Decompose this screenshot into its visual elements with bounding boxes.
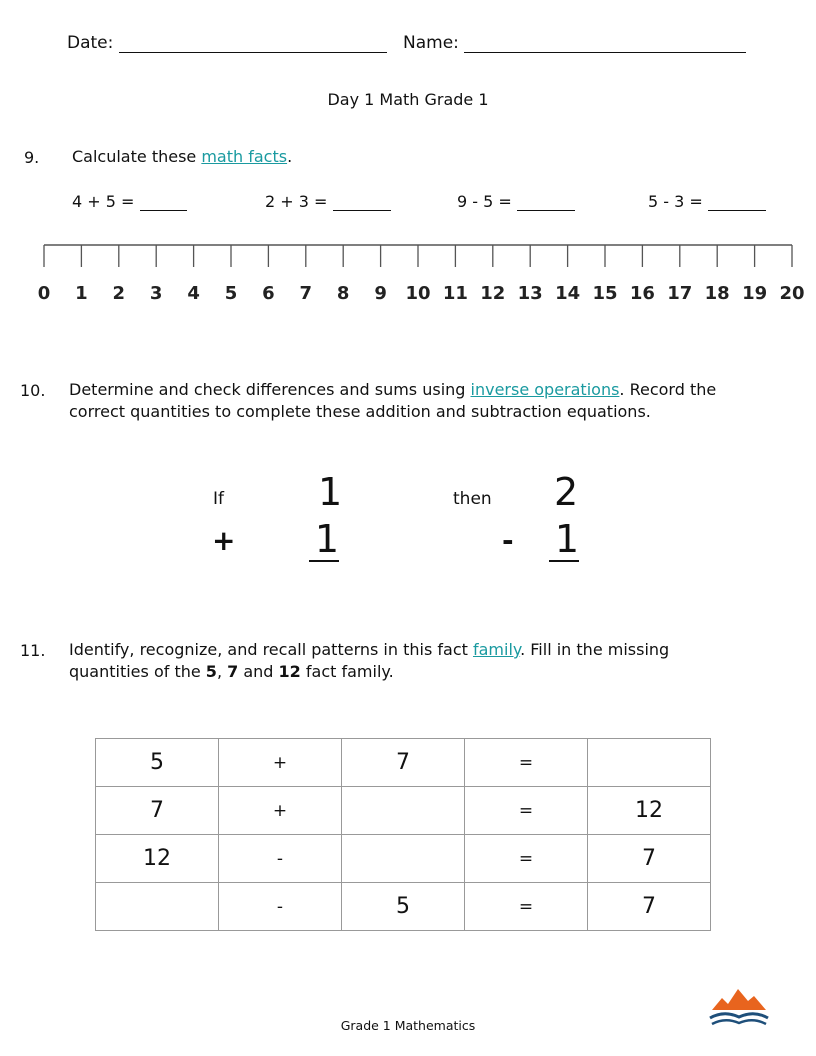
- bold-number-5: 5: [205, 662, 217, 681]
- question-11-text: [69, 639, 669, 683]
- number-line-label: 12: [480, 283, 506, 304]
- number-line-label: 13: [517, 283, 543, 304]
- question-10-text: [69, 379, 716, 423]
- number-line-label: 3: [149, 283, 163, 304]
- table-cell: +: [219, 739, 342, 787]
- table-cell[interactable]: 7: [588, 835, 711, 883]
- if-label: If: [213, 489, 224, 509]
- bold-number-12: 12: [278, 662, 301, 681]
- inverse-operations-link[interactable]: inverse operations: [470, 380, 620, 399]
- minus-sign: -: [502, 524, 514, 557]
- table-cell[interactable]: 7: [96, 787, 219, 835]
- question-9-text: [72, 146, 292, 168]
- math-facts-link[interactable]: math facts: [201, 147, 288, 166]
- table-cell[interactable]: [342, 835, 465, 883]
- table-cell: =: [465, 835, 588, 883]
- date-field: [67, 33, 387, 53]
- fact-4: [648, 192, 766, 211]
- table-cell: +: [219, 787, 342, 835]
- number-line-label: 9: [374, 283, 387, 304]
- question-11-line-2: [69, 661, 669, 683]
- table-cell[interactable]: 12: [588, 787, 711, 835]
- logo-book-top: [710, 1014, 768, 1018]
- number-line-label: 15: [592, 283, 618, 304]
- question-9-text-end: .: [287, 147, 293, 166]
- date-blank: [119, 52, 387, 53]
- logo-mountain-shape: [712, 989, 766, 1010]
- fact-3-blank: [517, 210, 575, 211]
- number-line-label: 1: [75, 283, 88, 304]
- fact-4-text: 5 - 3 =: [648, 192, 708, 211]
- table-cell[interactable]: [96, 883, 219, 931]
- addition-top-digit: 1: [318, 470, 343, 514]
- line-2-start: quantities of the: [69, 662, 206, 681]
- number-line-label: 11: [442, 283, 468, 304]
- number-line-label: 19: [742, 283, 768, 304]
- number-line-label: 5: [224, 283, 238, 304]
- footer-text: Grade 1 Mathematics: [340, 1018, 476, 1033]
- table-row: [96, 739, 711, 787]
- question-10-line-2: correct quantities to complete these addition and subtraction equations.: [69, 402, 651, 421]
- table-cell[interactable]: [342, 787, 465, 835]
- question-11-text-end: . Fill in the missing: [520, 640, 670, 659]
- question-10-text-start: Determine and check differences and sums using: [69, 380, 471, 399]
- fact-2: [265, 192, 391, 211]
- number-line-label: 17: [667, 283, 693, 304]
- fact-family-table: [95, 738, 711, 931]
- fact-1-blank: [140, 210, 187, 211]
- number-line: [0, 235, 816, 310]
- then-label: then: [453, 489, 492, 509]
- family-link[interactable]: family: [472, 640, 521, 659]
- question-11-number: 11.: [20, 641, 46, 660]
- plus-sign: +: [212, 524, 236, 557]
- table-cell[interactable]: 7: [588, 883, 711, 931]
- line-2-end: fact family.: [300, 662, 394, 681]
- fact-1: [72, 192, 187, 211]
- number-line-label: 20: [779, 283, 805, 304]
- bold-number-7: 7: [227, 662, 239, 681]
- table-cell[interactable]: 5: [342, 883, 465, 931]
- number-line-label: 10: [405, 283, 431, 304]
- fact-2-blank: [333, 210, 391, 211]
- subtraction-top-digit: 2: [554, 470, 579, 514]
- separator-2: and: [238, 662, 279, 681]
- fact-3: [457, 192, 575, 211]
- number-line-label: 14: [555, 283, 581, 304]
- fact-2-text: 2 + 3 =: [265, 192, 333, 211]
- question-11-text-start: Identify, recognize, and recall patterns in this fact: [69, 640, 473, 659]
- table-row: [96, 835, 711, 883]
- number-line-label: 7: [299, 283, 313, 304]
- logo-icon: [708, 986, 770, 1030]
- number-line-label: 16: [629, 283, 655, 304]
- table-cell[interactable]: 7: [342, 739, 465, 787]
- table-cell: -: [219, 835, 342, 883]
- table-cell: -: [219, 883, 342, 931]
- number-line-label: 8: [336, 283, 350, 304]
- table-cell: =: [465, 739, 588, 787]
- table-row: [96, 883, 711, 931]
- name-field: [403, 33, 746, 53]
- question-10-number: 10.: [20, 381, 46, 400]
- table-cell: =: [465, 787, 588, 835]
- number-line-label: 18: [704, 283, 730, 304]
- number-line-label: 4: [187, 283, 200, 304]
- date-label: Date:: [67, 33, 114, 53]
- table-cell[interactable]: 5: [96, 739, 219, 787]
- table-cell: =: [465, 883, 588, 931]
- page-title: Day 1 Math Grade 1: [327, 90, 489, 109]
- name-blank: [464, 52, 746, 53]
- name-label: Name:: [403, 33, 459, 53]
- number-line-label: 0: [37, 283, 51, 304]
- logo-book-bottom: [712, 1020, 766, 1024]
- fact-4-blank: [708, 210, 766, 211]
- number-line-label: 6: [262, 283, 275, 304]
- number-line-label: 2: [112, 283, 126, 304]
- question-9-text-start: Calculate these: [72, 147, 202, 166]
- question-10-text-end: . Record the: [619, 380, 717, 399]
- separator-1: ,: [216, 662, 228, 681]
- fact-1-text: 4 + 5 =: [72, 192, 140, 211]
- table-row: [96, 787, 711, 835]
- subtraction-bottom-digit: 1: [549, 518, 579, 562]
- addition-bottom-digit: 1: [309, 518, 339, 562]
- table-cell[interactable]: [588, 739, 711, 787]
- table-cell[interactable]: 12: [96, 835, 219, 883]
- question-9-number: 9.: [24, 148, 40, 167]
- fact-3-text: 9 - 5 =: [457, 192, 517, 211]
